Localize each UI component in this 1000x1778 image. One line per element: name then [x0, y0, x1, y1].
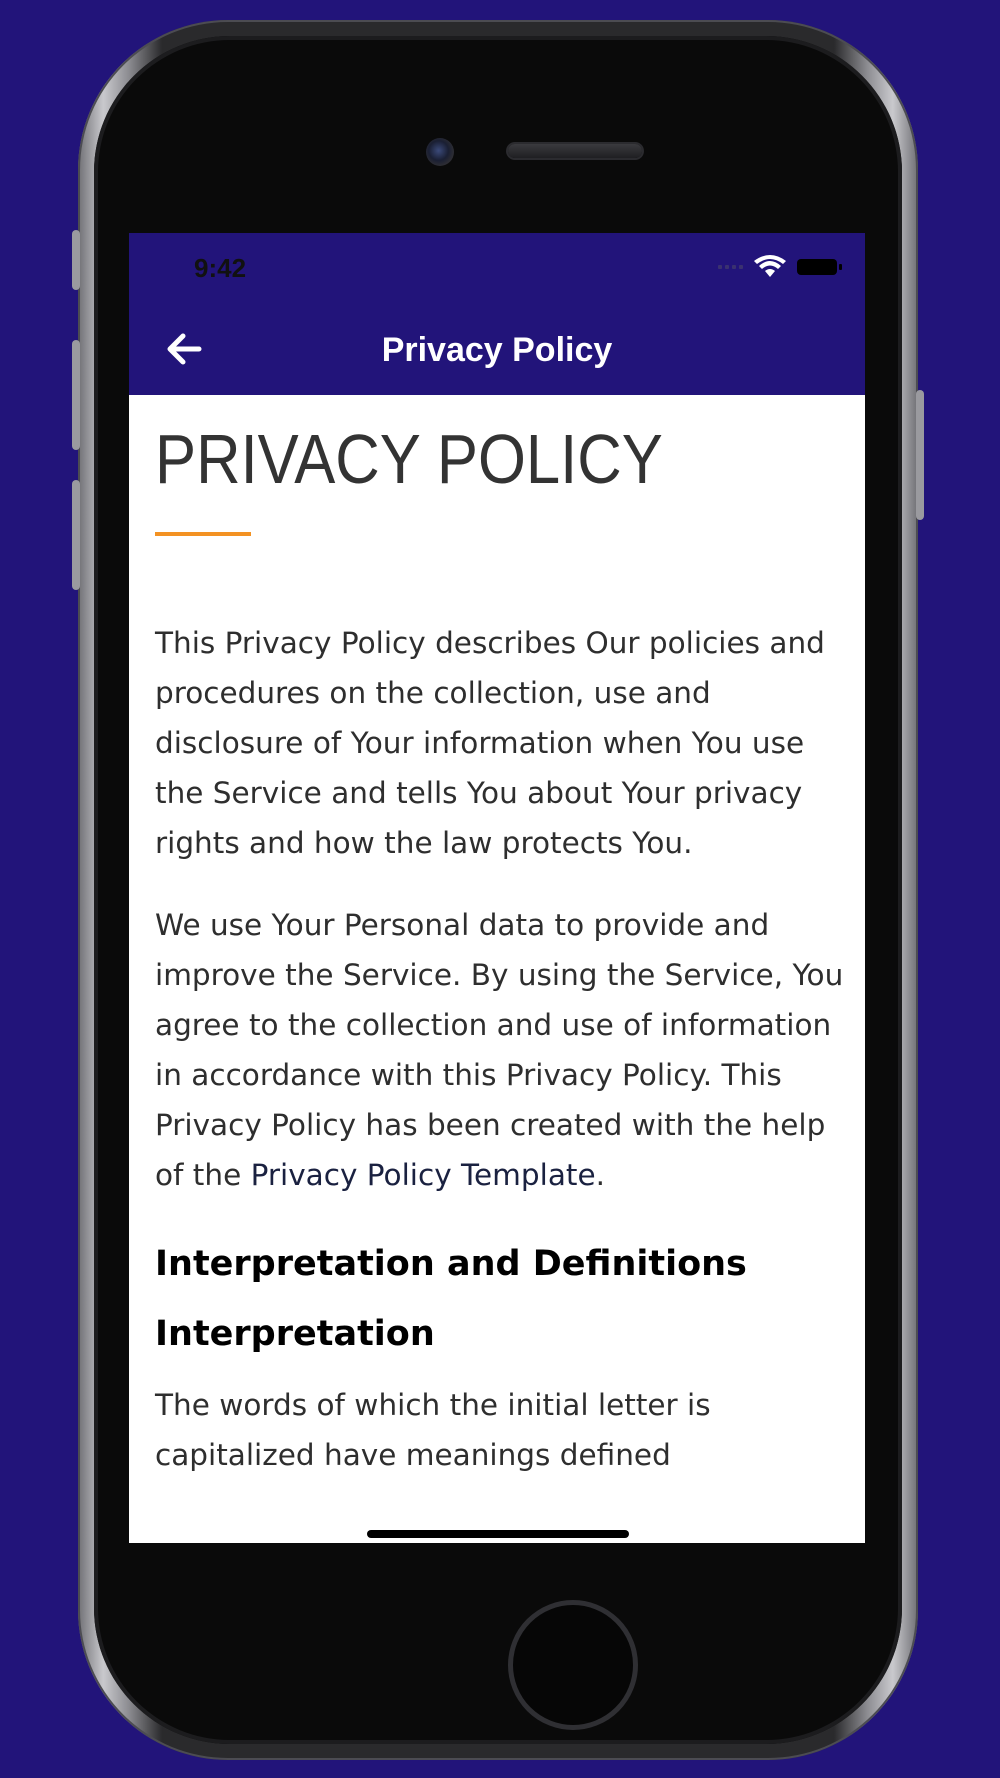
home-button[interactable]: [508, 1600, 638, 1730]
app-header: [129, 233, 865, 395]
volume-up-button: [72, 340, 80, 450]
paragraph-end: .: [595, 1158, 606, 1192]
front-camera: [426, 138, 454, 166]
earpiece-speaker: [508, 144, 642, 158]
wifi-icon: [753, 255, 787, 279]
home-indicator: [367, 1530, 629, 1538]
paragraph-text: We use Your Personal data to provide and improve the Service. By using the Service, You agree to the collection and use of information in accordance with this Privacy Policy. This Privacy Policy has been created with the help of the: [155, 908, 844, 1192]
mute-switch: [72, 230, 80, 290]
personal-data-paragraph: [155, 900, 845, 1200]
subsection-heading-interpretation: Interpretation: [155, 1314, 435, 1354]
status-time: 9:42: [194, 253, 247, 283]
privacy-policy-template-link[interactable]: Privacy Policy Template: [250, 1158, 596, 1192]
app-screen: [129, 233, 865, 1543]
page-title: PRIVACY POLICY: [155, 420, 663, 498]
intro-paragraph: This Privacy Policy describes Our policies and procedures on the collection, use and disclosure of Your information when You use the Service and tells You about Your privacy rights and how the law protects You.: [155, 626, 825, 860]
policy-content: [155, 395, 845, 1480]
volume-down-button: [72, 480, 80, 590]
signal-icon: [718, 265, 743, 269]
title-underline: [155, 532, 251, 536]
power-button: [916, 390, 924, 520]
header-title: Privacy Policy: [381, 331, 613, 369]
battery-icon: [797, 259, 837, 275]
status-icons: [718, 255, 837, 279]
section-heading-interpretation-definitions: Interpretation and Definitions: [155, 1244, 747, 1284]
interpretation-paragraph: The words of which the initial letter is capitalized have meanings defined: [155, 1388, 711, 1472]
